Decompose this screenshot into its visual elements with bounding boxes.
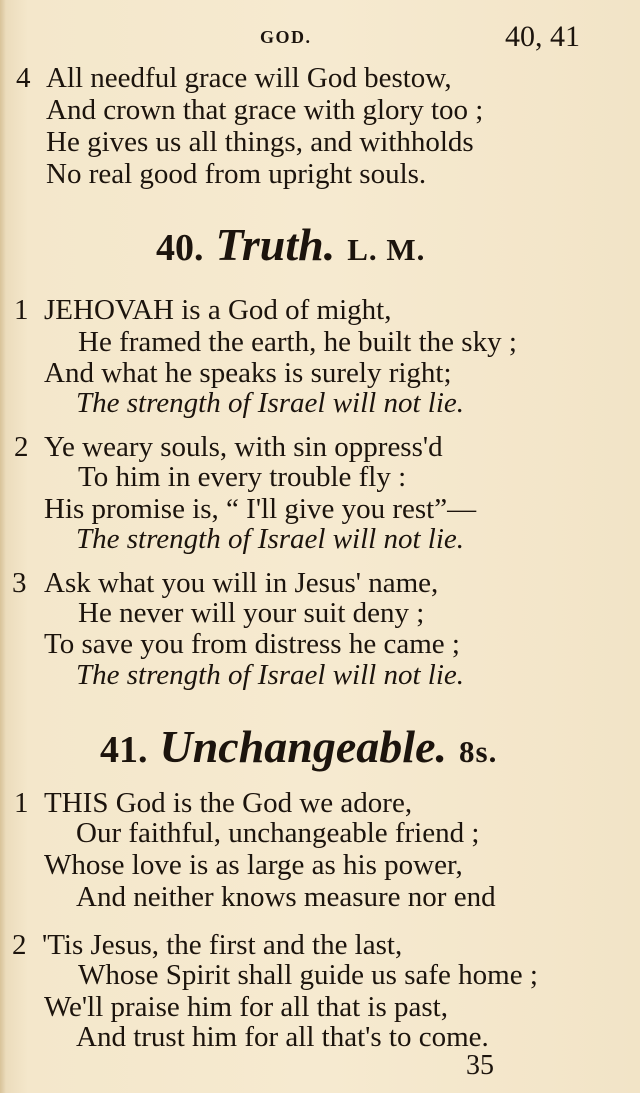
- verse-line: Our faithful, unchangeable friend ;: [76, 817, 480, 849]
- verse-line: We'll praise him for all that is past,: [44, 991, 448, 1023]
- verse-number: 2: [12, 929, 27, 961]
- verse-line: To save you from distress he came ;: [44, 628, 460, 660]
- verse-number: 1: [14, 787, 29, 819]
- verse-line: Ye weary souls, with sin oppress'd: [44, 431, 443, 463]
- verse-line: Whose Spirit shall guide us safe home ;: [78, 959, 538, 991]
- hymn-title: [156, 218, 425, 271]
- hymn-number: 41.: [100, 729, 148, 771]
- hymn-range: 40, 41: [505, 20, 580, 53]
- verse-line: All needful grace will God bestow,: [46, 62, 452, 94]
- verse-refrain: The strength of Israel will not lie.: [76, 659, 465, 691]
- verse-line: No real good from upright souls.: [46, 158, 427, 190]
- verse-refrain: The strength of Israel will not lie.: [76, 523, 465, 555]
- running-head: GOD.: [260, 27, 312, 47]
- verse-line: And neither knows measure nor end: [76, 881, 496, 913]
- hymn-title-word: Truth.: [215, 219, 336, 270]
- verse-number: 1: [14, 294, 29, 326]
- verse-line: THIS God is the God we adore,: [44, 787, 413, 819]
- verse-number: 3: [12, 567, 27, 599]
- verse-line: His promise is, “ I'll give you rest”—: [44, 493, 477, 525]
- verse-refrain: The strength of Israel will not lie.: [76, 387, 465, 419]
- verse-line: Ask what you will in Jesus' name,: [44, 567, 439, 599]
- verse-line: JEHOVAH is a God of might,: [44, 294, 392, 326]
- page-number: 35: [466, 1050, 494, 1081]
- hymn-title-word: Unchangeable.: [159, 721, 447, 772]
- verse-number: 2: [14, 431, 29, 463]
- verse-line: 'Tis Jesus, the first and the last,: [42, 929, 403, 961]
- verse-number: 4: [16, 62, 31, 94]
- page-edge-shadow: [0, 0, 6, 1093]
- verse-line: To him in every trouble fly :: [78, 461, 407, 493]
- hymn-number: 40.: [156, 227, 204, 269]
- verse-line: He gives us all things, and withholds: [46, 126, 474, 158]
- verse-line: And trust him for all that's to come.: [76, 1021, 489, 1053]
- verse-line: He framed the earth, he built the sky ;: [78, 326, 517, 358]
- verse-line: Whose love is as large as his power,: [44, 849, 463, 881]
- verse-line: He never will your suit deny ;: [78, 597, 425, 629]
- verse-line: And what he speaks is surely right;: [44, 357, 452, 389]
- verse-line: And crown that grace with glory too ;: [46, 94, 484, 126]
- hymn-meter: 8s.: [459, 734, 498, 769]
- hymn-meter: L. M.: [347, 232, 426, 267]
- hymn-title: [100, 720, 497, 773]
